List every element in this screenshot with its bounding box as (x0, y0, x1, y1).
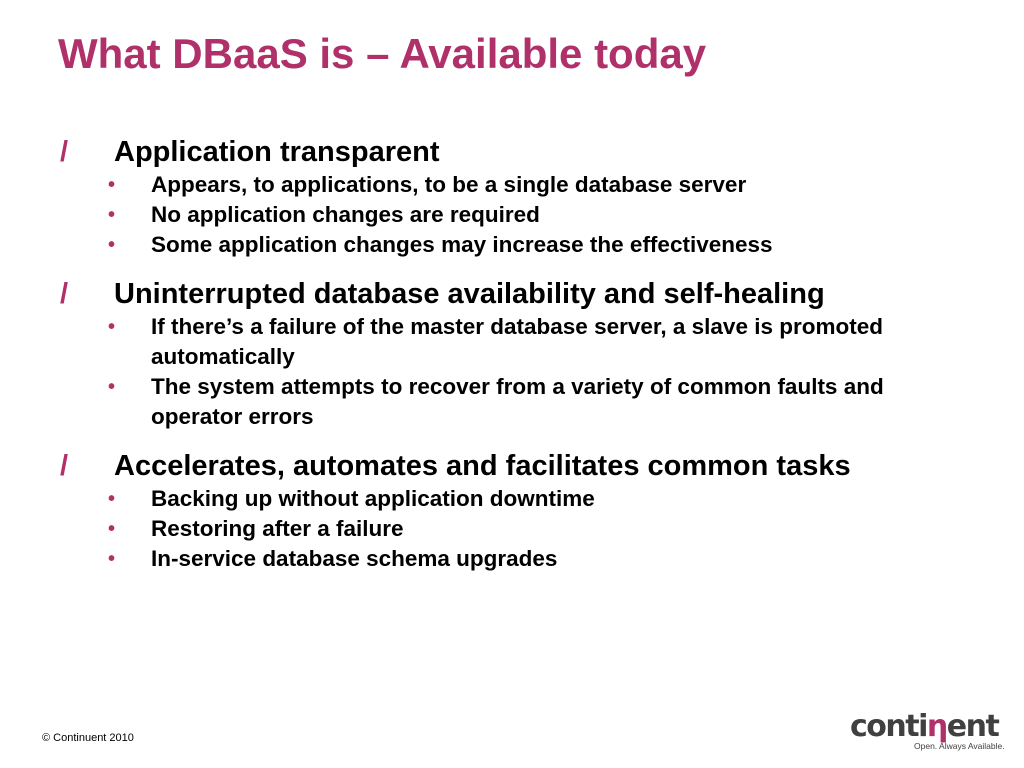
section-marker: / (60, 278, 69, 310)
section-heading: Accelerates, automates and facilitates common tasks (114, 450, 851, 482)
bullet-item (108, 484, 960, 514)
section-accelerates-tasks (60, 448, 960, 574)
bullet-text: In-service database schema upgrades (151, 546, 558, 571)
bullet-text: Restoring after a failure (151, 516, 404, 541)
bullet-list (60, 170, 960, 260)
bullet-dot-icon: • (108, 518, 116, 540)
bullet-dot-icon: • (108, 316, 116, 338)
bullet-item (108, 372, 960, 432)
logo-word-end: ent (946, 709, 999, 744)
bullet-dot-icon: • (108, 174, 116, 196)
bullet-item (108, 200, 960, 230)
logo-wordmark (850, 709, 999, 744)
bullet-dot-icon: • (108, 376, 116, 398)
section-heading: Application transparent (114, 136, 440, 168)
continuent-logo (850, 709, 1005, 757)
bullet-dot-icon: • (108, 488, 116, 510)
bullet-item (108, 170, 960, 200)
bullet-item (108, 312, 960, 372)
bullet-text: The system attempts to recover from a variety of common faults and operator errors (151, 374, 884, 429)
section-marker: / (60, 450, 69, 482)
bullet-text: Backing up without application downtime (151, 486, 595, 511)
copyright-footer: © Continuent 2010 (42, 732, 134, 744)
bullet-text: No application changes are required (151, 202, 540, 227)
section-application-transparent (60, 134, 960, 260)
bullet-list (60, 312, 960, 432)
section-heading-row (60, 448, 960, 484)
slide-content (60, 134, 960, 590)
section-marker: / (60, 136, 69, 168)
logo-tagline: Open. Always Available. (914, 741, 1005, 751)
bullet-dot-icon: • (108, 548, 116, 570)
section-heading-row (60, 134, 960, 170)
bullet-text: Some application changes may increase the effectiveness (151, 232, 773, 257)
bullet-text: If there’s a failure of the master database server, a slave is promoted automatically (151, 314, 883, 369)
section-heading-row (60, 276, 960, 312)
logo-word-start: conti (850, 709, 927, 744)
bullet-item (108, 230, 960, 260)
bullet-item (108, 544, 960, 574)
bullet-list (60, 484, 960, 574)
slide-title: What DBaaS is – Available today (58, 30, 707, 77)
section-uninterrupted-availability (60, 276, 960, 432)
section-heading: Uninterrupted database availability and self-healing (114, 278, 825, 310)
bullet-dot-icon: • (108, 234, 116, 256)
bullet-item (108, 514, 960, 544)
bullet-text: Appears, to applications, to be a single database server (151, 172, 747, 197)
logo-word-mark: η (926, 709, 947, 744)
bullet-dot-icon: • (108, 204, 116, 226)
